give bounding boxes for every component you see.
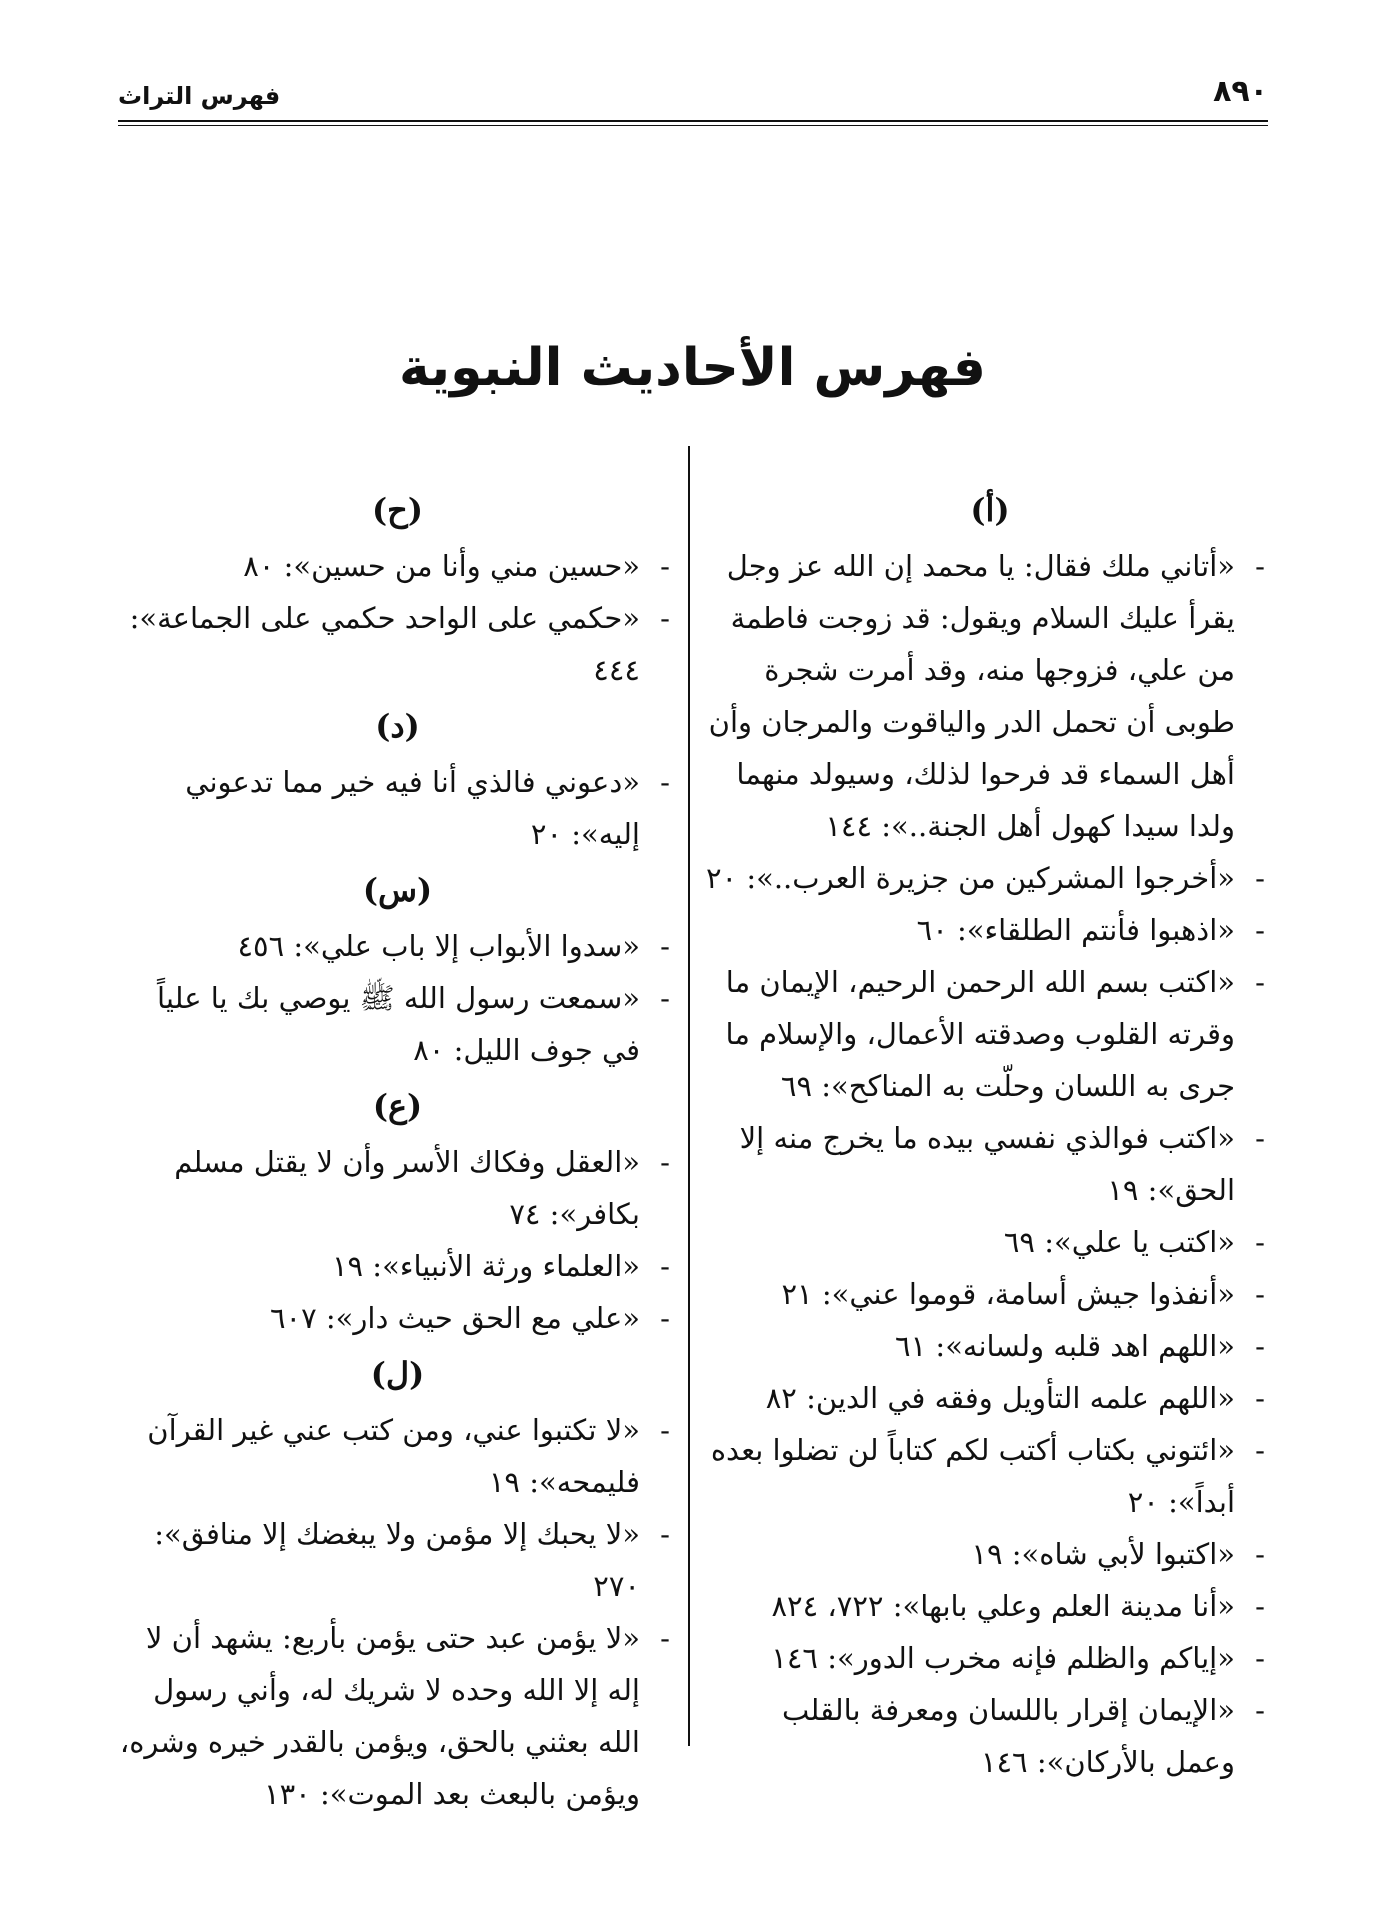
list-dash: - bbox=[1255, 1277, 1265, 1311]
hadith-text: «العلماء ورثة الأنبياء»: ١٩ bbox=[331, 1249, 640, 1283]
list-dash: - bbox=[1255, 1329, 1265, 1363]
hadith-entry bbox=[705, 1528, 1275, 1580]
column-divider bbox=[688, 446, 690, 1746]
page-title: فهرس الأحاديث النبوية bbox=[399, 338, 986, 398]
hadith-entry bbox=[705, 852, 1275, 904]
hadith-entry bbox=[705, 1580, 1275, 1632]
list-dash: - bbox=[1255, 1589, 1265, 1623]
hadith-entry bbox=[705, 1684, 1275, 1788]
list-dash: - bbox=[1255, 549, 1265, 583]
hadith-entry bbox=[705, 1632, 1275, 1684]
hadith-text: «اذهبوا فأنتم الطلقاء»: ٦٠ bbox=[916, 913, 1235, 947]
hadith-text: «أتاني ملك فقال: يا محمد إن الله عز وجل يقرأ عليك السلام ويقول: قد زوجت فاطمة من علي، فزوجها منه، وقد أمرت شجرة طوبى أن تحمل الدر والياقوت والمرجان وأن أهل السماء قد فرحوا لذلك، وسيولد منهما ولدا سيدا كهول أهل الجنة..»: ١٤٤ bbox=[708, 549, 1235, 843]
hadith-text: «أنفذوا جيش أسامة، قوموا عني»: ٢١ bbox=[781, 1277, 1235, 1311]
list-dash: - bbox=[660, 601, 670, 635]
hadith-text: «أنا مدينة العلم وعلي بابها»: ٧٢٢، ٨٢٤ bbox=[771, 1589, 1235, 1623]
list-dash: - bbox=[660, 1301, 670, 1335]
hadith-entry bbox=[705, 1372, 1275, 1424]
list-dash: - bbox=[660, 549, 670, 583]
section-letter-heading: (ح) bbox=[372, 491, 423, 529]
section-letter-heading: (ل) bbox=[370, 1355, 425, 1393]
hadith-entry bbox=[705, 1268, 1275, 1320]
hadith-entry bbox=[705, 1424, 1275, 1528]
section-letter-heading: (د) bbox=[375, 707, 420, 745]
section-letter-heading: (س) bbox=[362, 871, 433, 909]
hadith-text: «حسين مني وأنا من حسين»: ٨٠ bbox=[243, 549, 640, 583]
list-dash: - bbox=[1255, 861, 1265, 895]
hadith-entry bbox=[705, 956, 1275, 1112]
list-dash: - bbox=[1255, 965, 1265, 999]
hadith-text: «لا يحبك إلا مؤمن ولا يبغضك إلا منافق»: ٢٧٠ bbox=[154, 1517, 640, 1603]
list-dash: - bbox=[1255, 1693, 1265, 1727]
list-dash: - bbox=[660, 1621, 670, 1655]
hadith-text: «حكمي على الواحد حكمي على الجماعة»: ٤٤٤ bbox=[129, 601, 640, 687]
hadith-entry bbox=[115, 1508, 680, 1612]
hadith-text: «العقل وفكاك الأسر وأن لا يقتل مسلم بكافر»: ٧٤ bbox=[174, 1145, 640, 1231]
hadith-entry bbox=[115, 920, 680, 972]
left-column bbox=[115, 480, 680, 1820]
page-number: ٨٩٠ bbox=[1213, 74, 1268, 109]
hadith-text: «إياكم والظلم فإنه مخرب الدور»: ١٤٦ bbox=[771, 1641, 1235, 1675]
list-dash: - bbox=[1255, 1537, 1265, 1571]
hadith-entry bbox=[705, 540, 1275, 852]
hadith-text: «أخرجوا المشركين من جزيرة العرب..»: ٢٠ bbox=[705, 861, 1235, 895]
list-dash: - bbox=[660, 1249, 670, 1283]
hadith-text: «اكتب بسم الله الرحمن الرحيم، الإيمان ما وقرته القلوب وصدقته الأعمال، والإسلام ما جرى به اللسان وحلّت به المناكح»: ٦٩ bbox=[725, 965, 1235, 1103]
list-dash: - bbox=[1255, 1433, 1265, 1467]
hadith-text: «اكتب يا علي»: ٦٩ bbox=[1003, 1225, 1235, 1259]
list-dash: - bbox=[1255, 1381, 1265, 1415]
hadith-text: «سدوا الأبواب إلا باب علي»: ٤٥٦ bbox=[237, 929, 640, 963]
hadith-entry bbox=[115, 1136, 680, 1240]
hadith-text: «دعوني فالذي أنا فيه خير مما تدعوني إليه»: ٢٠ bbox=[185, 765, 640, 851]
list-dash: - bbox=[1255, 1121, 1265, 1155]
list-dash: - bbox=[660, 981, 670, 1015]
right-column bbox=[705, 480, 1275, 1788]
section-letter-heading: (ع) bbox=[372, 1087, 423, 1125]
hadith-text: «علي مع الحق حيث دار»: ٦٠٧ bbox=[269, 1301, 640, 1335]
header-rule bbox=[118, 120, 1268, 122]
list-dash: - bbox=[660, 1145, 670, 1179]
list-dash: - bbox=[660, 1413, 670, 1447]
list-dash: - bbox=[1255, 913, 1265, 947]
hadith-entry bbox=[115, 1240, 680, 1292]
list-dash: - bbox=[660, 765, 670, 799]
hadith-entry bbox=[705, 904, 1275, 956]
list-dash: - bbox=[660, 1517, 670, 1551]
hadith-entry bbox=[705, 1112, 1275, 1216]
hadith-entry bbox=[115, 1404, 680, 1508]
hadith-entry bbox=[115, 540, 680, 592]
hadith-entry bbox=[115, 592, 680, 696]
section-letter-heading: (أ) bbox=[970, 491, 1010, 529]
hadith-entry bbox=[115, 1612, 680, 1820]
hadith-text: «لا تكتبوا عني، ومن كتب عني غير القرآن فليمحه»: ١٩ bbox=[147, 1413, 640, 1499]
hadith-text: «ائتوني بكتاب أكتب لكم كتاباً لن تضلوا بعده أبداً»: ٢٠ bbox=[710, 1433, 1235, 1519]
hadith-text: «اكتب فوالذي نفسي بيده ما يخرج منه إلا الحق»: ١٩ bbox=[739, 1121, 1235, 1207]
hadith-entry bbox=[115, 972, 680, 1076]
list-dash: - bbox=[1255, 1641, 1265, 1675]
page-header bbox=[118, 72, 1268, 120]
list-dash: - bbox=[1255, 1225, 1265, 1259]
header-rule-thin bbox=[118, 125, 1268, 126]
running-title: فهرس التراث bbox=[118, 82, 281, 110]
hadith-text: «اكتبوا لأبي شاه»: ١٩ bbox=[971, 1537, 1235, 1571]
list-dash: - bbox=[660, 929, 670, 963]
hadith-text: «الإيمان إقرار باللسان ومعرفة بالقلب وعمل بالأركان»: ١٤٦ bbox=[782, 1693, 1235, 1779]
hadith-entry bbox=[115, 756, 680, 860]
hadith-entry bbox=[705, 1216, 1275, 1268]
hadith-text: «اللهم علمه التأويل وفقه في الدين: ٨٢ bbox=[765, 1381, 1235, 1415]
hadith-text: «اللهم اهد قلبه ولسانه»: ٦١ bbox=[895, 1329, 1235, 1363]
hadith-text: «سمعت رسول الله ﷺ يوصي بك يا علياً في جوف الليل: ٨٠ bbox=[157, 981, 640, 1067]
hadith-entry bbox=[115, 1292, 680, 1344]
hadith-text: «لا يؤمن عبد حتى يؤمن بأربع: يشهد أن لا إله إلا الله وحده لا شريك له، وأني رسول الله بعثني بالحق، ويؤمن بالقدر خيره وشره، ويؤمن بالبعث بعد الموت»: ١٣٠ bbox=[119, 1621, 640, 1811]
hadith-entry bbox=[705, 1320, 1275, 1372]
